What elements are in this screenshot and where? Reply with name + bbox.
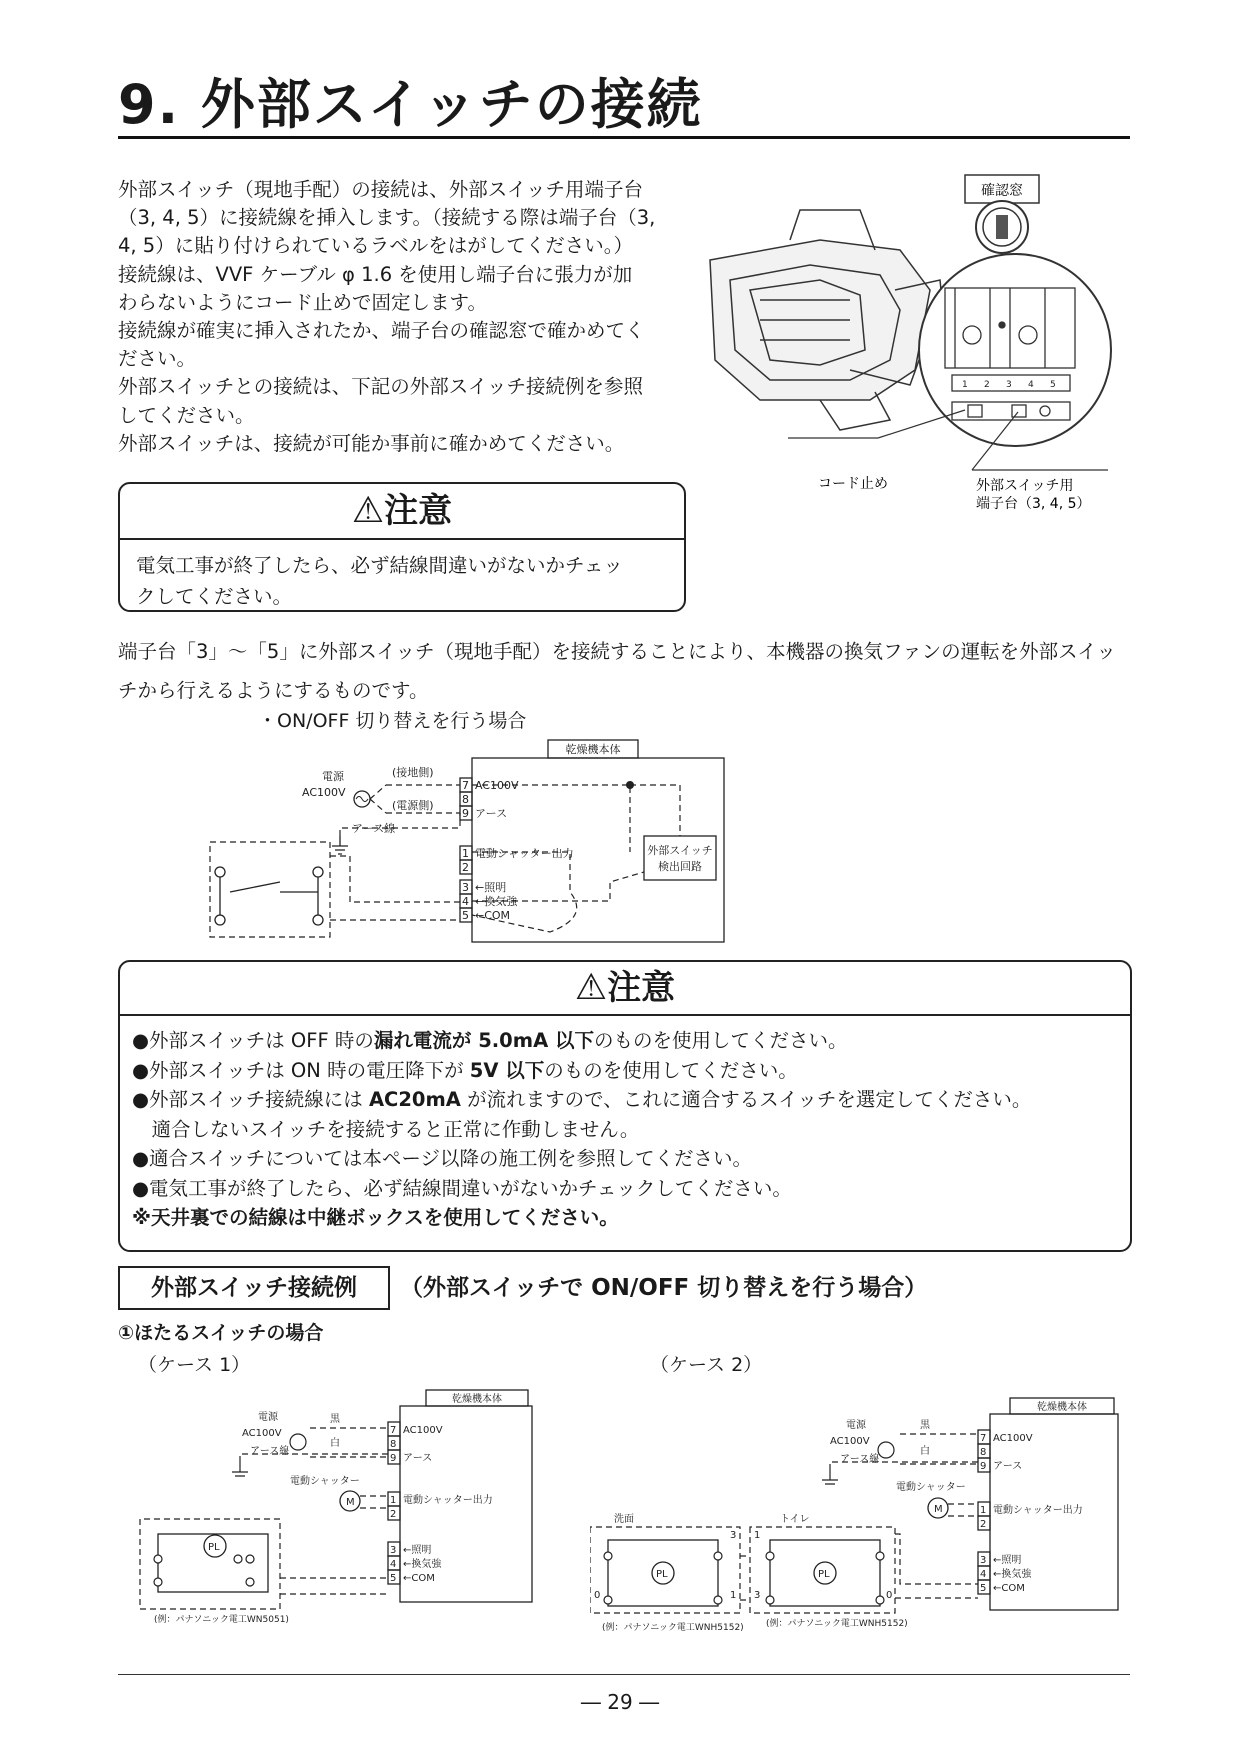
terminal-label: アース [475,807,508,820]
caution-line: 電気工事が終了したら、必ず結線間違いがないかチェッ [136,554,623,577]
black-wire: 黒 [330,1414,340,1425]
terminal-no: 8 [390,1439,397,1450]
terminal-no: 8 [462,793,469,806]
para-line: 外部スイッチとの接続は、下記の外部スイッチ接続例を参照 [118,375,643,399]
case-1-label: （ケース 1） [138,1354,251,1376]
warning-triangle-icon: ⚠ [574,967,608,1008]
terminal-label: 電動シャッター出力 [475,847,574,860]
para-line: 接続線は、VVF ケーブル φ 1.6 を使用し端子台に張力が加 [118,262,633,286]
terminal-no: 5 [462,909,469,922]
terminal-no: 2 [390,1509,397,1520]
detect-label-2: 検出回路 [658,860,702,873]
terminal-label-2: 端子台（3, 4, 5） [976,496,1091,512]
terminal-no: 2 [980,1519,987,1530]
terminal-label: 電動シャッター出力 [403,1495,493,1506]
terminal-label: ←COM [403,1573,435,1584]
para-line: 外部スイッチは、接続が可能か事前に確かめてください。 [118,431,625,455]
terminal-no: 1 [980,1505,987,1516]
caution-box-2 [118,960,1132,1252]
intro-text [118,632,1138,710]
example-heading-box: 外部スイッチ接続例 [118,1266,390,1310]
terminal-label: AC100V [403,1425,443,1436]
caution-item: ※天井裏での結線は中継ボックスを使用してください。 [132,1206,619,1229]
motor-icon: M [934,1504,943,1515]
terminal-no: 7 [462,779,469,792]
example-model: (例：パナソニック電工WNH5152) [766,1619,908,1629]
terminal-no: 7 [980,1433,987,1444]
caution-item: ●適合スイッチについては本ページ以降の施工例を参照してください。 [132,1147,752,1170]
terminal-no: 9 [462,807,469,820]
caution-box-1 [118,482,686,612]
caution-item: ●外部スイッチは ON 時の電圧降下が 5V 以下のものを使用してください。 [132,1058,798,1082]
terminal-no: 4 [462,895,469,908]
caution-item: 適合しないスイッチを接続すると正常に作動しません。 [132,1117,640,1141]
terminal-no: 3 [980,1555,987,1566]
terminal-label: 電動シャッター出力 [993,1505,1083,1516]
terminal-no: 3 [390,1545,397,1556]
caution-line: クしてください。 [136,585,293,608]
terminal-label: ←COM [993,1583,1025,1594]
power-label: 電源 [846,1420,866,1431]
caution-item: ●電気工事が終了したら、必ず結線間違いがないかチェックしてください。 [132,1176,792,1200]
para-line: （3, 4, 5）に接続線を挿入します。（接続する際は端子台（3, [118,206,656,230]
terminal-label: アース [403,1453,433,1464]
contact-number: 3 [754,1590,761,1601]
terminal-number: 5 [1050,380,1056,390]
terminal-label: ←照明 [475,881,507,894]
contact-number: 3 [730,1530,737,1541]
motor-icon: M [346,1497,355,1508]
terminal-number: 4 [1028,380,1034,390]
terminal-no: 5 [980,1583,987,1594]
terminal-no: 3 [462,881,469,894]
terminal-label: ←照明 [403,1545,432,1556]
white-wire: 白 [920,1446,930,1457]
para-line: わらないようにコード止めで固定します。 [118,290,487,314]
terminal-no: 1 [390,1495,397,1506]
pilot-lamp: PL [208,1542,220,1553]
para-line: 接続線が確実に挿入されたか、端子台の確認窓で確かめてく [118,319,645,343]
intro-line: 端子台「3」～「5」に外部スイッチ（現地手配）を接続することにより、本機器の換気ファンの運転を外部スイッ [118,640,1116,663]
terminal-label: AC100V [993,1433,1033,1444]
caution-item: ●外部スイッチ接続線には AC20mA が流れますので、これに適合するスイッチを選定してください。 [132,1088,1032,1111]
case1-wiring-diagram [130,1384,550,1624]
shutter-label: 電動シャッター [896,1482,966,1493]
white-wire: 白 [330,1438,340,1449]
ground-side-label: (接地側) [392,766,434,779]
contact-number: 1 [754,1530,761,1541]
earth-wire-label: アース線 [250,1446,290,1457]
earth-wire-label: アース線 [840,1454,880,1465]
terminal-no: 2 [462,861,469,874]
toilet-label: トイレ [780,1514,810,1525]
device-illustration [700,170,1120,520]
para-line: ださい。 [118,347,197,371]
terminal-label: ←COM [475,909,511,922]
para-line: 4, 5）に貼り付けられているラベルをはがしてください。） [118,234,633,258]
voltage-label: AC100V [830,1436,870,1447]
firefly-switch-heading: ①ほたるスイッチの場合 [118,1322,324,1344]
terminal-no: 1 [462,847,469,860]
detect-label-1: 外部スイッチ [647,844,713,857]
window-label: 確認窓 [981,183,1023,199]
caution-item: ●外部スイッチは OFF 時の漏れ電流が 5.0mA 以下のものを使用してください。 [132,1029,848,1052]
intro-line: チから行えるようにするものです。 [118,679,429,702]
example-model: (例：パナソニック電工WNH5152) [602,1623,744,1633]
wash-label: 洗面 [614,1514,634,1525]
case-note: ・ON/OFF 切り替えを行う場合 [258,710,527,732]
page-title: 9. 外部スイッチの接続 [118,73,703,136]
example-model: (例：パナソニック電工WN5051) [154,1615,289,1624]
voltage-label: AC100V [302,786,346,799]
contact-number: 1 [730,1590,737,1601]
terminal-number: 1 [962,380,968,390]
terminal-label: ←換気強 [993,1569,1032,1580]
terminal-number: 3 [1006,380,1012,390]
pilot-lamp: PL [818,1569,830,1580]
terminal-label-1: 外部スイッチ用 [976,478,1074,494]
case2-wiring-diagram [590,1390,1130,1640]
main-wiring-diagram [190,732,750,944]
warning-triangle-icon: ⚠ [351,490,385,531]
voltage-label: AC100V [242,1428,282,1439]
caution-heading: ⚠注意 [120,484,684,540]
power-label: 電源 [322,770,344,783]
power-label: 電源 [258,1412,278,1423]
black-wire: 黒 [920,1420,930,1431]
unit-label: 乾燥機本体 [452,1394,502,1405]
terminal-label: アース [993,1461,1023,1472]
terminal-no: 9 [390,1453,397,1464]
case-2-label: （ケース 2） [650,1354,763,1376]
para-line: してください。 [118,403,255,427]
terminal-no: 7 [390,1425,397,1436]
page-number: ― 29 ― [580,1690,660,1714]
instructions-paragraph [118,176,690,458]
terminal-label: ←換気強 [475,895,518,908]
shutter-label: 電動シャッター [290,1476,360,1487]
earth-wire-label: アース線 [352,822,396,835]
terminal-label: ←照明 [993,1555,1022,1566]
terminal-no: 4 [980,1569,987,1580]
contact-number: 0 [886,1590,893,1601]
terminal-no: 8 [980,1447,987,1458]
terminal-number: 2 [984,380,990,390]
terminal-no: 5 [390,1573,397,1584]
cord-stop-label: コード止め [818,476,888,492]
para-line: 外部スイッチ（現地手配）の接続は、外部スイッチ用端子台 [118,178,643,201]
unit-label: 乾燥機本体 [565,743,621,756]
terminal-no: 4 [390,1559,397,1570]
footer-rule [118,1674,1130,1675]
title-rule [118,136,1130,139]
example-subheading: （外部スイッチで ON/OFF 切り替えを行う場合） [400,1275,928,1301]
caution-heading: ⚠注意 [120,962,1130,1016]
unit-label: 乾燥機本体 [1037,1402,1087,1413]
contact-number: 0 [594,1590,601,1601]
power-side-label: (電源側) [392,799,434,812]
terminal-label: ←換気強 [403,1559,442,1570]
terminal-label: AC100V [475,779,519,792]
terminal-no: 9 [980,1461,987,1472]
pilot-lamp: PL [656,1569,668,1580]
